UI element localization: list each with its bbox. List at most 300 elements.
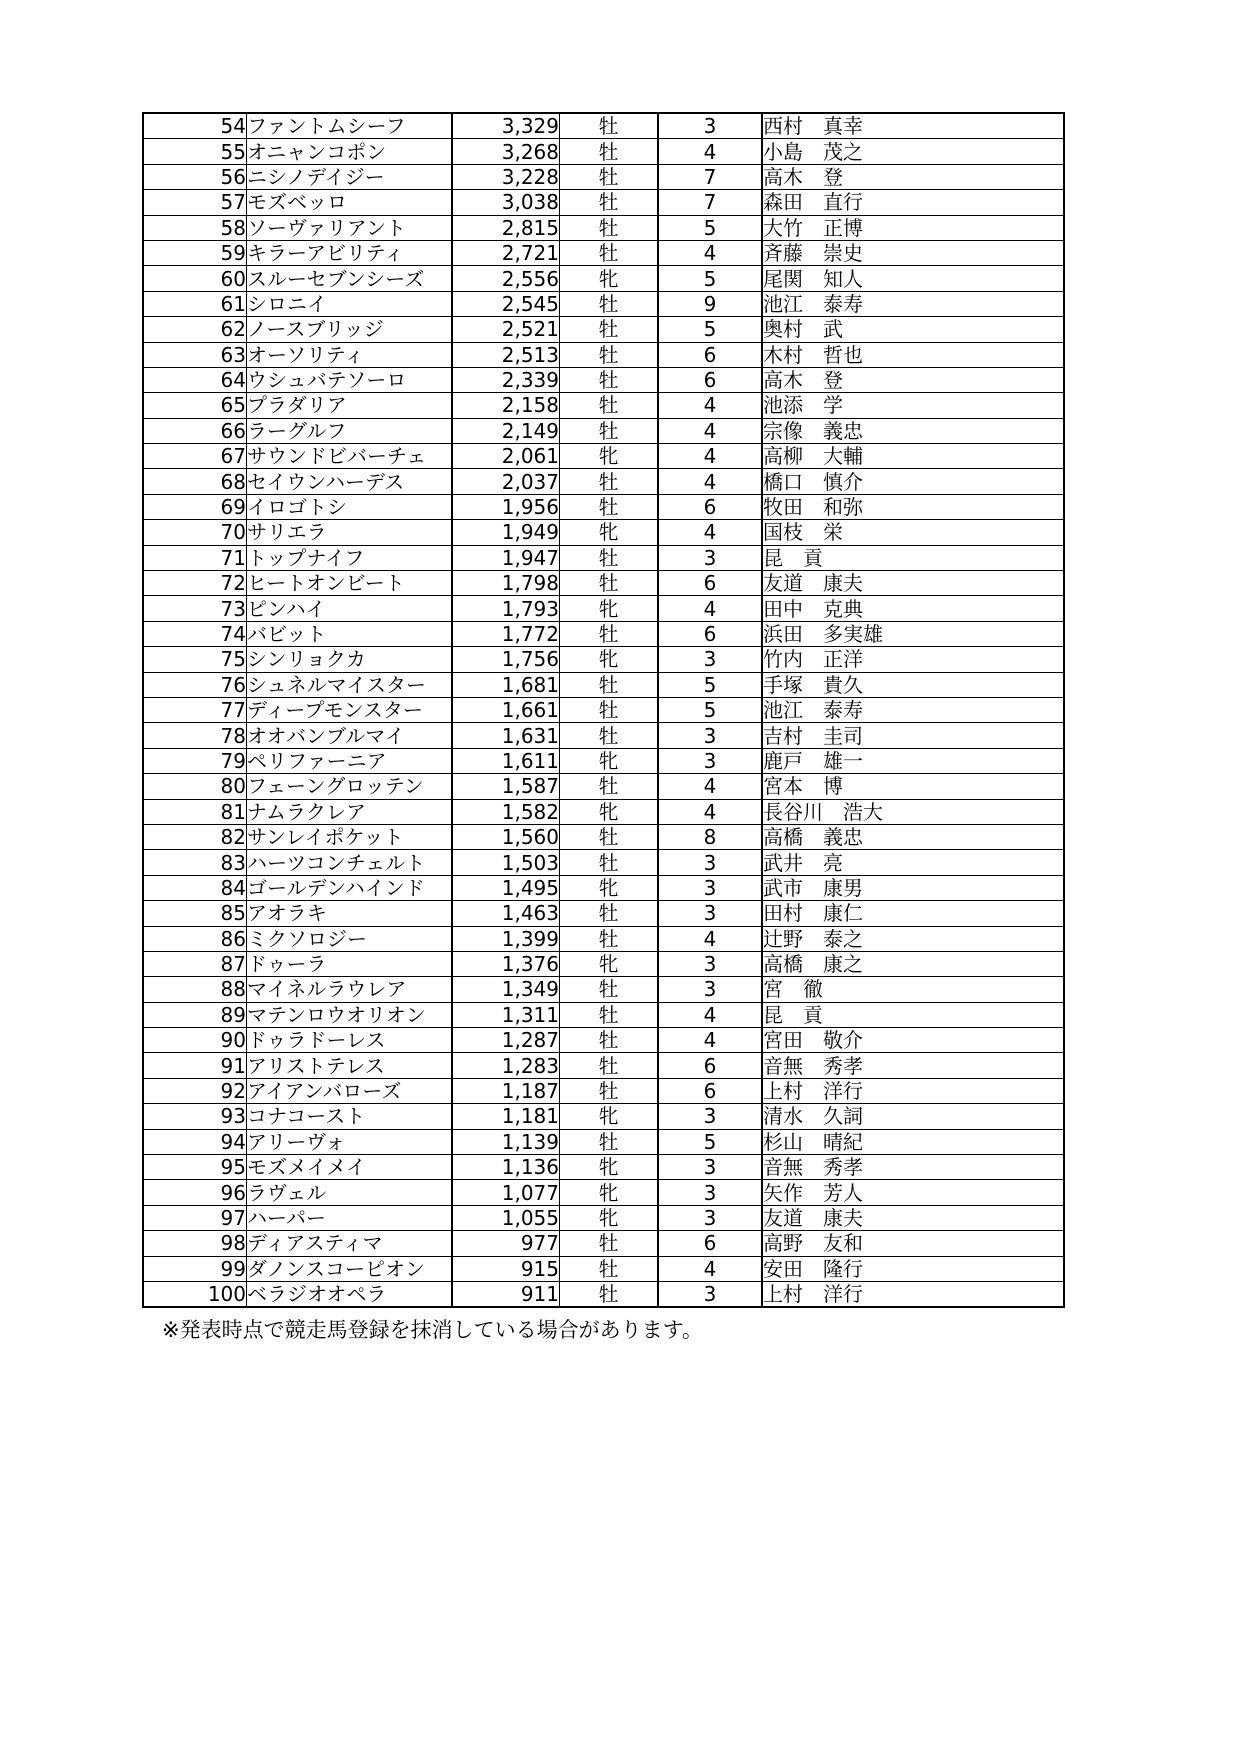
table-row [143, 977, 1064, 1002]
sex-cell: 牝 [560, 875, 659, 900]
age-cell: 4 [658, 393, 762, 418]
sex-cell: 牡 [560, 317, 659, 342]
sex-cell: 牡 [560, 1028, 659, 1053]
earnings-cell: 1,463 [452, 901, 560, 926]
trainer-cell: 高柳 大輔 [762, 444, 1064, 469]
earnings-cell: 977 [452, 1231, 560, 1256]
rank-cell: 91 [143, 1053, 247, 1078]
earnings-cell: 1,495 [452, 875, 560, 900]
earnings-cell: 1,311 [452, 1002, 560, 1027]
horse-name-cell: バビット [247, 621, 453, 646]
earnings-cell: 2,815 [452, 215, 560, 240]
age-cell: 3 [658, 875, 762, 900]
earnings-cell: 1,560 [452, 824, 560, 849]
horse-name-cell: ノースブリッジ [247, 317, 453, 342]
age-cell: 5 [658, 697, 762, 722]
rank-cell: 82 [143, 824, 247, 849]
sex-cell: 牝 [560, 444, 659, 469]
trainer-cell: 木村 哲也 [762, 342, 1064, 367]
age-cell: 4 [658, 1256, 762, 1281]
trainer-cell: 清水 久詞 [762, 1104, 1064, 1129]
horse-name-cell: ラヴェル [247, 1180, 453, 1205]
trainer-cell: 斉藤 崇史 [762, 240, 1064, 265]
earnings-cell: 1,187 [452, 1078, 560, 1103]
horse-name-cell: シンリョクカ [247, 647, 453, 672]
sex-cell: 牡 [560, 215, 659, 240]
earnings-cell: 2,339 [452, 367, 560, 392]
sex-cell: 牡 [560, 672, 659, 697]
table-row [143, 774, 1064, 799]
sex-cell: 牡 [560, 469, 659, 494]
earnings-cell: 1,582 [452, 799, 560, 824]
rank-cell: 72 [143, 571, 247, 596]
table-row [143, 113, 1064, 139]
horse-name-cell: サリエラ [247, 520, 453, 545]
rank-cell: 92 [143, 1078, 247, 1103]
rank-cell: 98 [143, 1231, 247, 1256]
rank-cell: 88 [143, 977, 247, 1002]
sex-cell: 牡 [560, 190, 659, 215]
age-cell: 4 [658, 926, 762, 951]
sex-cell: 牡 [560, 774, 659, 799]
horse-name-cell: ゴールデンハインド [247, 875, 453, 900]
table-row [143, 647, 1064, 672]
horse-name-cell: モズベッロ [247, 190, 453, 215]
horse-name-cell: アリーヴォ [247, 1129, 453, 1154]
age-cell: 8 [658, 824, 762, 849]
rank-cell: 61 [143, 291, 247, 316]
sex-cell: 牡 [560, 1231, 659, 1256]
trainer-cell: 牧田 和弥 [762, 494, 1064, 519]
sex-cell: 牡 [560, 139, 659, 164]
sex-cell: 牡 [560, 291, 659, 316]
age-cell: 4 [658, 139, 762, 164]
sex-cell: 牡 [560, 1002, 659, 1027]
trainer-cell: 昆 貢 [762, 545, 1064, 570]
age-cell: 4 [658, 240, 762, 265]
earnings-cell: 2,521 [452, 317, 560, 342]
trainer-cell: 安田 隆行 [762, 1256, 1064, 1281]
table-row [143, 240, 1064, 265]
horse-name-cell: ベラジオオペラ [247, 1281, 453, 1307]
horse-name-cell: セイウンハーデス [247, 469, 453, 494]
table-row [143, 1256, 1064, 1281]
table-row [143, 1129, 1064, 1154]
horse-name-cell: ディアスティマ [247, 1231, 453, 1256]
earnings-cell: 1,956 [452, 494, 560, 519]
sex-cell: 牡 [560, 1281, 659, 1307]
table-row [143, 139, 1064, 164]
rank-cell: 100 [143, 1281, 247, 1307]
earnings-cell: 1,798 [452, 571, 560, 596]
table-row [143, 951, 1064, 976]
table-row [143, 190, 1064, 215]
sex-cell: 牝 [560, 647, 659, 672]
horse-name-cell: コナコースト [247, 1104, 453, 1129]
horse-name-cell: シロニイ [247, 291, 453, 316]
table-row [143, 367, 1064, 392]
age-cell: 3 [658, 647, 762, 672]
trainer-cell: 高橋 康之 [762, 951, 1064, 976]
horse-name-cell: サウンドビバーチェ [247, 444, 453, 469]
trainer-cell: 橋口 慎介 [762, 469, 1064, 494]
trainer-cell: 上村 洋行 [762, 1281, 1064, 1307]
age-cell: 9 [658, 291, 762, 316]
horse-name-cell: サンレイポケット [247, 824, 453, 849]
rank-cell: 89 [143, 1002, 247, 1027]
age-cell: 6 [658, 494, 762, 519]
sex-cell: 牝 [560, 1180, 659, 1205]
horse-name-cell: シュネルマイスター [247, 672, 453, 697]
table-row [143, 850, 1064, 875]
horse-name-cell: ピンハイ [247, 596, 453, 621]
age-cell: 3 [658, 1104, 762, 1129]
trainer-cell: 高野 友和 [762, 1231, 1064, 1256]
age-cell: 6 [658, 367, 762, 392]
sex-cell: 牝 [560, 799, 659, 824]
sex-cell: 牡 [560, 723, 659, 748]
table-row [143, 317, 1064, 342]
trainer-cell: 上村 洋行 [762, 1078, 1064, 1103]
horse-name-cell: マイネルラウレア [247, 977, 453, 1002]
trainer-cell: 西村 真幸 [762, 113, 1064, 139]
age-cell: 6 [658, 1231, 762, 1256]
horse-name-cell: ディープモンスター [247, 697, 453, 722]
table-row [143, 1078, 1064, 1103]
table-row [143, 621, 1064, 646]
table-row [143, 1231, 1064, 1256]
sex-cell: 牡 [560, 545, 659, 570]
trainer-cell: 宮 徹 [762, 977, 1064, 1002]
rank-cell: 93 [143, 1104, 247, 1129]
horse-name-cell: アリストテレス [247, 1053, 453, 1078]
rank-cell: 65 [143, 393, 247, 418]
table-row [143, 1104, 1064, 1129]
table-row [143, 1028, 1064, 1053]
sex-cell: 牡 [560, 621, 659, 646]
horse-name-cell: オニャンコポン [247, 139, 453, 164]
table-row [143, 571, 1064, 596]
age-cell: 3 [658, 1180, 762, 1205]
trainer-cell: 森田 直行 [762, 190, 1064, 215]
earnings-cell: 1,181 [452, 1104, 560, 1129]
age-cell: 5 [658, 672, 762, 697]
age-cell: 4 [658, 799, 762, 824]
footnote: ※発表時点で競走馬登録を抹消している場合があります。 [162, 1318, 703, 1342]
sex-cell: 牡 [560, 1078, 659, 1103]
trainer-cell: 高木 登 [762, 367, 1064, 392]
rank-cell: 74 [143, 621, 247, 646]
horse-name-cell: アオラキ [247, 901, 453, 926]
age-cell: 4 [658, 444, 762, 469]
trainer-cell: 長谷川 浩大 [762, 799, 1064, 824]
rank-cell: 73 [143, 596, 247, 621]
trainer-cell: 竹内 正洋 [762, 647, 1064, 672]
rank-cell: 95 [143, 1155, 247, 1180]
age-cell: 5 [658, 317, 762, 342]
table-row [143, 418, 1064, 443]
horse-name-cell: ハーツコンチェルト [247, 850, 453, 875]
trainer-cell: 音無 秀孝 [762, 1053, 1064, 1078]
sex-cell: 牝 [560, 520, 659, 545]
table-row [143, 596, 1064, 621]
age-cell: 3 [658, 1281, 762, 1307]
sex-cell: 牝 [560, 951, 659, 976]
earnings-cell: 911 [452, 1281, 560, 1307]
table-row [143, 926, 1064, 951]
earnings-cell: 2,158 [452, 393, 560, 418]
trainer-cell: 友道 康夫 [762, 1205, 1064, 1230]
horse-name-cell: ドゥラドーレス [247, 1028, 453, 1053]
horse-name-cell: ニシノデイジー [247, 164, 453, 189]
sex-cell: 牡 [560, 901, 659, 926]
sex-cell: 牡 [560, 164, 659, 189]
horse-name-cell: フェーングロッテン [247, 774, 453, 799]
table-row [143, 215, 1064, 240]
horse-name-cell: トップナイフ [247, 545, 453, 570]
age-cell: 3 [658, 113, 762, 139]
sex-cell: 牡 [560, 977, 659, 1002]
table-row [143, 875, 1064, 900]
earnings-cell: 2,545 [452, 291, 560, 316]
rank-cell: 54 [143, 113, 247, 139]
earnings-cell: 1,947 [452, 545, 560, 570]
sex-cell: 牝 [560, 1155, 659, 1180]
sex-cell: 牡 [560, 850, 659, 875]
earnings-cell: 2,149 [452, 418, 560, 443]
trainer-cell: 杉山 晴紀 [762, 1129, 1064, 1154]
trainer-cell: 奥村 武 [762, 317, 1064, 342]
horse-name-cell: ミクソロジー [247, 926, 453, 951]
rank-cell: 63 [143, 342, 247, 367]
rank-cell: 76 [143, 672, 247, 697]
sex-cell: 牝 [560, 596, 659, 621]
horse-name-cell: キラーアビリティ [247, 240, 453, 265]
rank-cell: 59 [143, 240, 247, 265]
age-cell: 3 [658, 850, 762, 875]
table-row [143, 1002, 1064, 1027]
table-row [143, 697, 1064, 722]
sex-cell: 牝 [560, 266, 659, 291]
rank-cell: 66 [143, 418, 247, 443]
age-cell: 6 [658, 571, 762, 596]
sex-cell: 牝 [560, 1205, 659, 1230]
table-row [143, 266, 1064, 291]
earnings-cell: 1,631 [452, 723, 560, 748]
earnings-cell: 1,136 [452, 1155, 560, 1180]
sex-cell: 牡 [560, 1129, 659, 1154]
sex-cell: 牝 [560, 748, 659, 773]
trainer-cell: 尾関 知人 [762, 266, 1064, 291]
table-row [143, 1053, 1064, 1078]
table-row [143, 520, 1064, 545]
trainer-cell: 昆 貢 [762, 1002, 1064, 1027]
trainer-cell: 吉村 圭司 [762, 723, 1064, 748]
rank-cell: 62 [143, 317, 247, 342]
horse-name-cell: ソーヴァリアント [247, 215, 453, 240]
trainer-cell: 高橋 義忠 [762, 824, 1064, 849]
trainer-cell: 池江 泰寿 [762, 291, 1064, 316]
earnings-cell: 3,268 [452, 139, 560, 164]
horse-name-cell: アイアンバローズ [247, 1078, 453, 1103]
age-cell: 4 [658, 469, 762, 494]
trainer-cell: 国枝 栄 [762, 520, 1064, 545]
trainer-cell: 小島 茂之 [762, 139, 1064, 164]
table-row [143, 342, 1064, 367]
earnings-cell: 915 [452, 1256, 560, 1281]
sex-cell: 牡 [560, 824, 659, 849]
age-cell: 7 [658, 190, 762, 215]
sex-cell: 牝 [560, 1104, 659, 1129]
age-cell: 3 [658, 1155, 762, 1180]
sex-cell: 牡 [560, 240, 659, 265]
earnings-cell: 2,037 [452, 469, 560, 494]
sex-cell: 牡 [560, 571, 659, 596]
trainer-cell: 池江 泰寿 [762, 697, 1064, 722]
earnings-cell: 1,055 [452, 1205, 560, 1230]
age-cell: 3 [658, 723, 762, 748]
horse-name-cell: ファントムシーフ [247, 113, 453, 139]
age-cell: 5 [658, 215, 762, 240]
age-cell: 3 [658, 1205, 762, 1230]
table-row [143, 1180, 1064, 1205]
age-cell: 3 [658, 951, 762, 976]
age-cell: 6 [658, 1078, 762, 1103]
horse-name-cell: ナムラクレア [247, 799, 453, 824]
rank-cell: 57 [143, 190, 247, 215]
earnings-cell: 1,661 [452, 697, 560, 722]
horse-name-cell: スルーセブンシーズ [247, 266, 453, 291]
age-cell: 6 [658, 621, 762, 646]
sex-cell: 牡 [560, 926, 659, 951]
horse-name-cell: ペリファーニア [247, 748, 453, 773]
earnings-cell: 2,721 [452, 240, 560, 265]
horse-name-cell: ヒートオンビート [247, 571, 453, 596]
table-row [143, 799, 1064, 824]
earnings-cell: 1,681 [452, 672, 560, 697]
rank-cell: 78 [143, 723, 247, 748]
rank-cell: 70 [143, 520, 247, 545]
rank-cell: 56 [143, 164, 247, 189]
sex-cell: 牡 [560, 342, 659, 367]
earnings-cell: 2,061 [452, 444, 560, 469]
rank-cell: 68 [143, 469, 247, 494]
rank-cell: 84 [143, 875, 247, 900]
trainer-cell: 浜田 多実雄 [762, 621, 1064, 646]
horse-name-cell: ラーグルフ [247, 418, 453, 443]
table-row [143, 1155, 1064, 1180]
earnings-cell: 1,793 [452, 596, 560, 621]
horse-name-cell: ハーパー [247, 1205, 453, 1230]
rank-cell: 94 [143, 1129, 247, 1154]
sex-cell: 牡 [560, 1053, 659, 1078]
earnings-cell: 3,329 [452, 113, 560, 139]
rank-cell: 86 [143, 926, 247, 951]
horse-name-cell: ダノンスコーピオン [247, 1256, 453, 1281]
horse-name-cell: オオバンブルマイ [247, 723, 453, 748]
table-row [143, 901, 1064, 926]
age-cell: 4 [658, 418, 762, 443]
age-cell: 4 [658, 596, 762, 621]
rank-cell: 75 [143, 647, 247, 672]
earnings-cell: 1,399 [452, 926, 560, 951]
table-row [143, 393, 1064, 418]
trainer-cell: 池添 学 [762, 393, 1064, 418]
age-cell: 4 [658, 1028, 762, 1053]
rank-cell: 55 [143, 139, 247, 164]
earnings-cell: 1,756 [452, 647, 560, 672]
horse-name-cell: イロゴトシ [247, 494, 453, 519]
ranking-table-body [143, 113, 1064, 1307]
rank-cell: 85 [143, 901, 247, 926]
earnings-cell: 2,513 [452, 342, 560, 367]
trainer-cell: 矢作 芳人 [762, 1180, 1064, 1205]
sex-cell: 牡 [560, 393, 659, 418]
rank-cell: 69 [143, 494, 247, 519]
trainer-cell: 友道 康夫 [762, 571, 1064, 596]
age-cell: 5 [658, 1129, 762, 1154]
earnings-cell: 1,077 [452, 1180, 560, 1205]
trainer-cell: 田中 克典 [762, 596, 1064, 621]
rank-cell: 60 [143, 266, 247, 291]
rank-cell: 87 [143, 951, 247, 976]
trainer-cell: 武井 亮 [762, 850, 1064, 875]
rank-cell: 80 [143, 774, 247, 799]
age-cell: 4 [658, 1002, 762, 1027]
table-row [143, 469, 1064, 494]
sex-cell: 牡 [560, 494, 659, 519]
table-row [143, 1205, 1064, 1230]
age-cell: 4 [658, 520, 762, 545]
table-row [143, 545, 1064, 570]
sex-cell: 牡 [560, 418, 659, 443]
trainer-cell: 鹿戸 雄一 [762, 748, 1064, 773]
horse-name-cell: マテンロウオリオン [247, 1002, 453, 1027]
rank-cell: 99 [143, 1256, 247, 1281]
trainer-cell: 手塚 貴久 [762, 672, 1064, 697]
horse-name-cell: プラダリア [247, 393, 453, 418]
rank-cell: 79 [143, 748, 247, 773]
earnings-cell: 2,556 [452, 266, 560, 291]
horse-name-cell: ドゥーラ [247, 951, 453, 976]
earnings-cell: 3,038 [452, 190, 560, 215]
sex-cell: 牡 [560, 367, 659, 392]
age-cell: 3 [658, 748, 762, 773]
age-cell: 3 [658, 545, 762, 570]
earnings-cell: 1,772 [452, 621, 560, 646]
earnings-cell: 1,949 [452, 520, 560, 545]
trainer-cell: 辻野 泰之 [762, 926, 1064, 951]
age-cell: 7 [658, 164, 762, 189]
table-row [143, 672, 1064, 697]
age-cell: 3 [658, 901, 762, 926]
table-row [143, 723, 1064, 748]
earnings-cell: 3,228 [452, 164, 560, 189]
ranking-table [142, 112, 1065, 1308]
rank-cell: 97 [143, 1205, 247, 1230]
age-cell: 6 [658, 342, 762, 367]
table-row [143, 444, 1064, 469]
age-cell: 4 [658, 774, 762, 799]
rank-cell: 96 [143, 1180, 247, 1205]
sex-cell: 牡 [560, 1256, 659, 1281]
table-row [143, 164, 1064, 189]
trainer-cell: 宮本 博 [762, 774, 1064, 799]
earnings-cell: 1,139 [452, 1129, 560, 1154]
age-cell: 5 [658, 266, 762, 291]
trainer-cell: 高木 登 [762, 164, 1064, 189]
age-cell: 3 [658, 977, 762, 1002]
